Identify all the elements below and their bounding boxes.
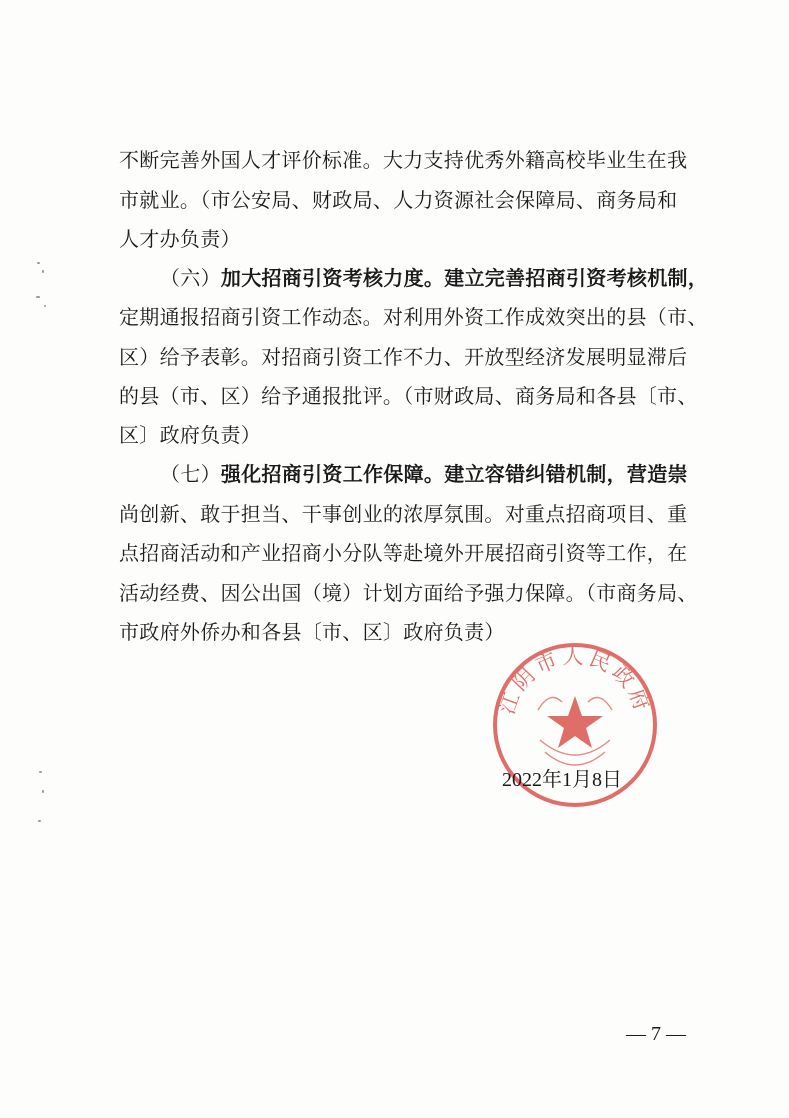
body-line: 市政府外侨办和各县〔市、区〕政府负责） xyxy=(119,620,505,644)
section-6-number: （六） xyxy=(160,266,221,290)
scan-speck xyxy=(44,305,46,307)
scan-speck xyxy=(37,262,40,264)
body-line: 尚创新、敢于担当、干事创业的浓厚氛围。对重点招商项目、重 xyxy=(119,502,688,526)
page-number: — 7 — xyxy=(626,1023,686,1045)
body-line: 区〕政府负责） xyxy=(119,423,262,447)
seal-text: 江阴市人民政府 xyxy=(494,644,656,718)
section-7-number: （七） xyxy=(160,462,221,486)
scan-speck xyxy=(42,270,44,273)
seal-emblem-texture xyxy=(538,698,612,766)
section-6-first-line: 加大招商引资考核力度。建立完善招商引资考核机制， xyxy=(220,266,709,290)
section-6-heading-line xyxy=(160,265,708,291)
body-line: 活动经费、因公出国（境）计划方面给予强力保障。（市商务局、 xyxy=(119,581,698,605)
body-line: 点招商活动和产业招商小分队等赴境外开展招商引资等工作，在 xyxy=(119,541,688,565)
star-icon xyxy=(547,696,603,748)
body-line: 市就业。（市公安局、财政局、人力资源社会保障局、商务局和 xyxy=(119,188,678,212)
scan-speck xyxy=(42,790,44,793)
section-7-first-line: 强化招商引资工作保障。建立容错纠错机制，营造崇 xyxy=(220,462,688,486)
scan-speck xyxy=(36,296,40,298)
document-date: 2022年1月8日 xyxy=(502,769,622,791)
body-line: 区）给予表彰。对招商引资工作不力、开放型经济发展明显滞后 xyxy=(119,345,688,369)
body-line: 的县（市、区）给予通报批评。（市财政局、商务局和各县〔市、 xyxy=(119,384,698,408)
body-line: 定期通报招商引资工作动态。对利用外资工作成效突出的县（市、 xyxy=(119,305,708,329)
scan-speck xyxy=(39,771,42,773)
section-7-heading-line xyxy=(160,461,688,487)
body-line: 人才办负责） xyxy=(119,227,241,251)
body-line: 不断完善外国人才评价标准。大力支持优秀外籍高校毕业生在我 xyxy=(119,148,688,172)
scan-speck xyxy=(38,820,41,822)
